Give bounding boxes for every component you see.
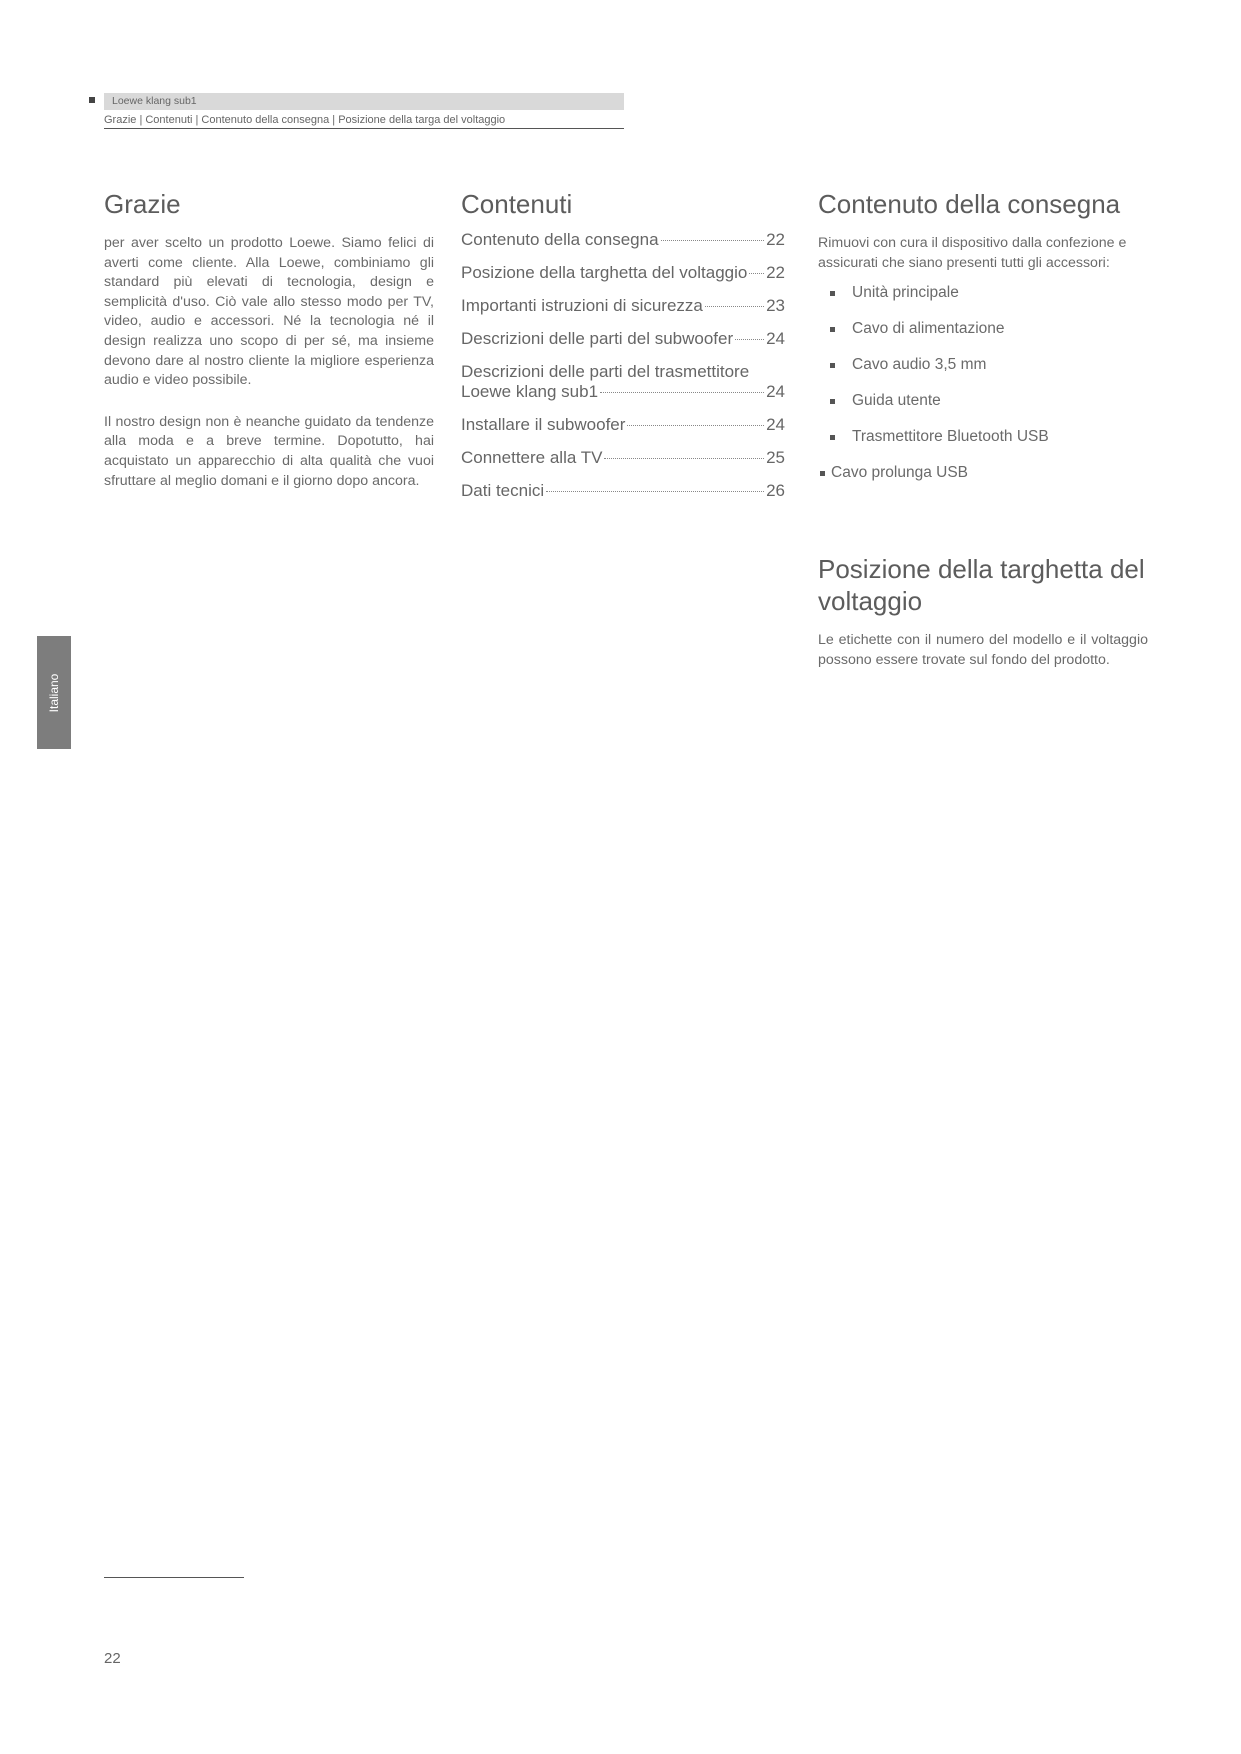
bullet-icon <box>830 363 835 368</box>
bullet-icon <box>820 471 825 476</box>
consegna-intro: Rimuovi con cura il dispositivo dalla confezione e assicurati che siano presenti tutti gli accessori: <box>818 235 1127 271</box>
list-item: Cavo audio 3,5 mm <box>818 355 1148 375</box>
bullet-icon <box>830 327 835 332</box>
list-item: Cavo prolunga USB <box>818 463 1148 483</box>
footnote-divider <box>104 1577 244 1578</box>
toc-item[interactable]: Importanti istruzioni di sicurezza 23 <box>461 296 785 315</box>
contenuti-title: Contenuti <box>461 189 573 219</box>
accessories-list <box>818 283 1148 483</box>
toc-item[interactable]: Installare il subwoofer 24 <box>461 415 785 434</box>
voltaggio-text: Le etichette con il numero del modello e il voltaggio possono essere trovate sul fondo del prodotto. <box>818 632 1148 668</box>
grazie-title: Grazie <box>104 189 181 219</box>
consegna-section <box>818 188 1148 499</box>
toc-item[interactable]: Posizione della targhetta del voltaggio 22 <box>461 263 785 282</box>
bullet-icon <box>830 291 835 296</box>
breadcrumb: Grazie | Contenuti | Contenuto della consegna | Posizione della targa del voltaggio <box>104 112 624 129</box>
language-tab[interactable] <box>37 636 71 749</box>
toc-item[interactable]: Dati tecnici 26 <box>461 481 785 500</box>
header-product-bar: Loewe klang sub1 <box>104 93 624 110</box>
header-bullet-icon <box>89 97 95 103</box>
toc-item[interactable]: Descrizioni delle parti del subwoofer 24 <box>461 329 785 348</box>
toc-item[interactable]: Contenuto della consegna 22 <box>461 230 785 249</box>
grazie-section <box>104 188 434 491</box>
contenuti-section <box>461 188 785 514</box>
table-of-contents <box>461 230 785 501</box>
consegna-title: Contenuto della consegna <box>818 189 1121 219</box>
page-number: 22 <box>104 1650 121 1667</box>
bullet-icon <box>830 435 835 440</box>
list-item: Trasmettitore Bluetooth USB <box>818 427 1148 447</box>
voltaggio-section <box>818 553 1148 670</box>
bullet-icon <box>830 399 835 404</box>
list-item: Unità principale <box>818 283 1148 303</box>
toc-item[interactable]: Connettere alla TV 25 <box>461 448 785 467</box>
toc-item[interactable]: Descrizioni delle parti del trasmettitore Loewe klang sub1 24 <box>461 362 785 401</box>
grazie-paragraph-2: Il nostro design non è neanche guidato da tendenze alla moda e a breve termine. Dopotutto, hai acquistato un apparecchio di alta qualità che vuoi sfruttare al meglio domani e il giorno dopo ancora. <box>104 413 434 489</box>
list-item: Guida utente <box>818 391 1148 411</box>
voltaggio-title: Posizione della targhetta del voltaggio <box>818 554 1145 616</box>
grazie-paragraph-1: per aver scelto un prodotto Loewe. Siamo felici di averti come cliente. Alla Loewe, combiniamo gli standard più elevati di tecnologia, design e semplicità d'uso. Ciò vale allo stesso modo per TV, video, audio e accessori. Né la tecnologia né il design realizza uno scopo di per sé, ma insieme devono dare al nostro cliente la migliore esperienza audio e video possibile. <box>104 235 434 389</box>
language-tab-label: Italiano <box>47 673 61 712</box>
list-item: Cavo di alimentazione <box>818 319 1148 339</box>
